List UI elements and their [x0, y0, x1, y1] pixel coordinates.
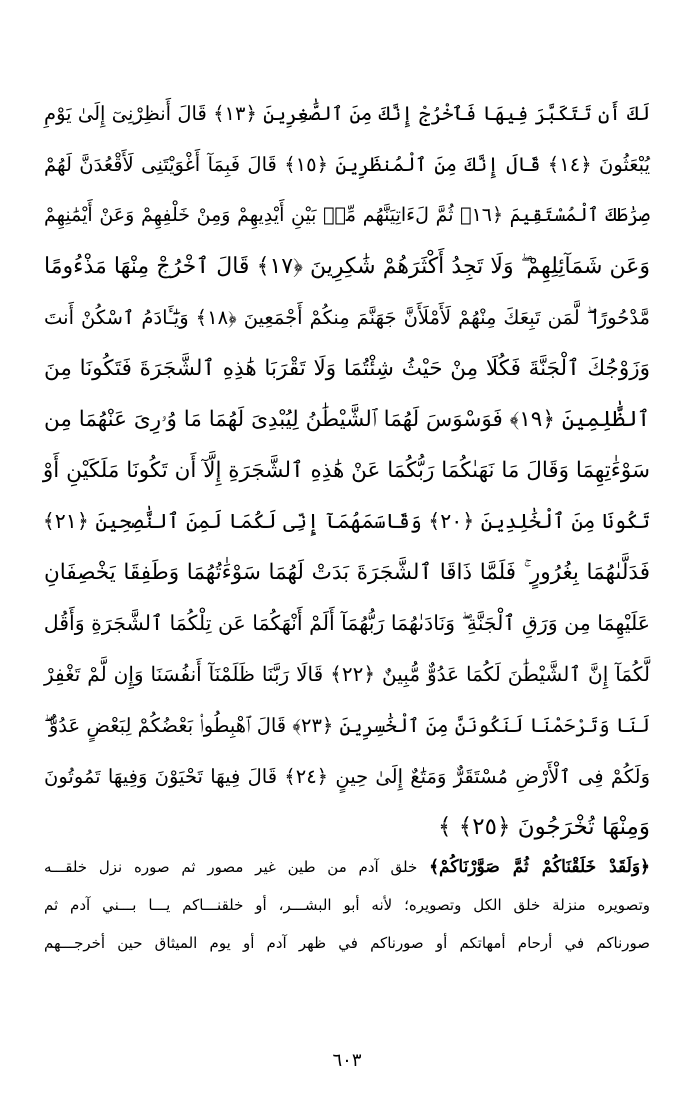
quran-line: صِرَٰطَكَ ٱلْمُسْتَقِيمَ ﴿١٦﴾ ثُمَّ لَءَاتِيَنَّهُم مِّنۢ بَيْنِ أَيْدِيهِمْ وَمِنْ خَلْفِهِمْ وَعَنْ أَيْمَٰنِهِمْ — [44, 204, 651, 226]
page-number: ٦٠٣ — [332, 1050, 362, 1071]
quran-line: مَّدْحُورًا ۖ لَّمَن تَبِعَكَ مِنْهُمْ لَأَمْلَأَنَّ جَهَنَّمَ مِنكُمْ أَجْمَعِينَ ﴿١٨﴾ وَيَٰٓـَٔادَمُ ٱسْكُنْ أَنتَ — [44, 306, 650, 329]
commentary-line: صورناكم في أرحام أمهاتكم أو صورناكم في ظهر آدم أو يوم الميثاق حين أخرجـــهم — [44, 934, 650, 952]
quran-line: تَكُونَا مِنَ ٱلْخَٰلِدِينَ ﴿٢٠﴾ وَقَاسَمَهُمَآ إِنِّى لَكُمَا لَمِنَ ٱلنَّٰصِحِينَ ﴿٢١﴾ — [42, 509, 650, 533]
quran-line: لَنَا وَتَرْحَمْنَا لَنَكُونَنَّ مِنَ ٱلْخَٰسِرِينَ ﴿٢٣﴾ قَالَ ٱهْبِطُوا۟ بَعْضُكُمْ لِبَعْضٍ عَدُوٌّ ۖ — [43, 714, 650, 737]
quran-text-block — [44, 88, 650, 853]
quran-line: سَوْءَٰتِهِمَا وَقَالَ مَا نَهَىٰكُمَا رَبُّكُمَا عَنْ هَٰذِهِ ٱلشَّجَرَةِ إِلَّآ أَن تَكُونَا مَلَكَيْنِ أَوْ — [42, 458, 650, 483]
commentary-line: وتصويره منزلة خلق الكل وتصويره؛ لأنه أبو البشـــر، أو خلقنـــاكم يـــا بـــني آدم ثم — [44, 896, 650, 914]
quran-line: وَلَكُمْ فِى ٱلْأَرْضِ مُسْتَقَرٌّ وَمَتَٰعٌ إِلَىٰ حِينٍ ﴿٢٤﴾ قَالَ فِيهَا تَحْيَوْنَ وَفِيهَا تَمُوتُونَ — [44, 765, 650, 788]
quran-line: وَعَن شَمَآئِلِهِمْ ۖ وَلَا تَجِدُ أَكْثَرَهُمْ شَٰكِرِينَ ﴿١٧﴾ قَالَ ٱخْرُجْ مِنْهَا مَذْءُومًا — [44, 254, 650, 279]
commentary-line — [44, 848, 650, 886]
quran-line: يُبْعَثُونَ ﴿١٤﴾ قَالَ إِنَّكَ مِنَ ٱلْمُنظَرِينَ ﴿١٥﴾ قَالَ فَبِمَآ أَغْوَيْتَنِى لَأَقْعُدَنَّ لَهُمْ — [44, 153, 650, 176]
commentary-text: خلق آدم من طين غير مصور ثم صوره نزل خلقـــه — [44, 858, 418, 876]
quran-line: لَكَ أَن تَتَكَبَّرَ فِيهَا فَٱخْرُجْ إِنَّكَ مِنَ ٱلصَّٰغِرِينَ ﴿١٣﴾ قَالَ أَنظِرْنِىٓ إِلَىٰ يَوْمِ — [44, 102, 650, 125]
quran-line: وَمِنْهَا تُخْرَجُونَ ﴿٢٥﴾ ﴾ — [438, 814, 650, 840]
quran-line: ٱلظَّٰلِمِينَ ﴿١٩﴾ فَوَسْوَسَ لَهُمَا ٱلشَّيْطَٰنُ لِيُبْدِىَ لَهُمَا مَا وُۥرِىَ عَنْهُمَا مِن — [44, 407, 650, 432]
tafsir-commentary — [44, 848, 650, 962]
quran-line: لَّكُمَآ إِنَّ ٱلشَّيْطَٰنَ لَكُمَا عَدُوٌّ مُّبِينٌ ﴿٢٢﴾ قَالَا رَبَّنَا ظَلَمْنَآ أَنفُسَنَا وَإِن لَّمْ تَغْفِرْ — [44, 662, 651, 686]
commentary-quote: ﴿وَلَقَدْ خَلَقْنَاكُمْ ثُمَّ صَوَّرْنَاكُمْ﴾ — [429, 857, 650, 877]
quran-line: عَلَيْهِمَا مِن وَرَقِ ٱلْجَنَّةِ ۖ وَنَادَىٰهُمَا رَبُّهُمَآ أَلَمْ أَنْهَكُمَا عَن تِلْكُمَا ٱلشَّجَرَةِ وَأَقُل — [43, 611, 650, 635]
section-divider — [44, 846, 650, 847]
quran-line: وَزَوْجُكَ ٱلْجَنَّةَ فَكُلَا مِنْ حَيْثُ شِئْتُمَا وَلَا تَقْرَبَا هَٰذِهِ ٱلشَّجَرَةَ فَتَكُونَا مِنَ — [44, 356, 650, 381]
quran-line: فَدَلَّىٰهُمَا بِغُرُورٍ ۚ فَلَمَّا ذَاقَا ٱلشَّجَرَةَ بَدَتْ لَهُمَا سَوْءَٰتُهُمَا وَطَفِقَا يَخْصِفَانِ — [44, 560, 650, 585]
